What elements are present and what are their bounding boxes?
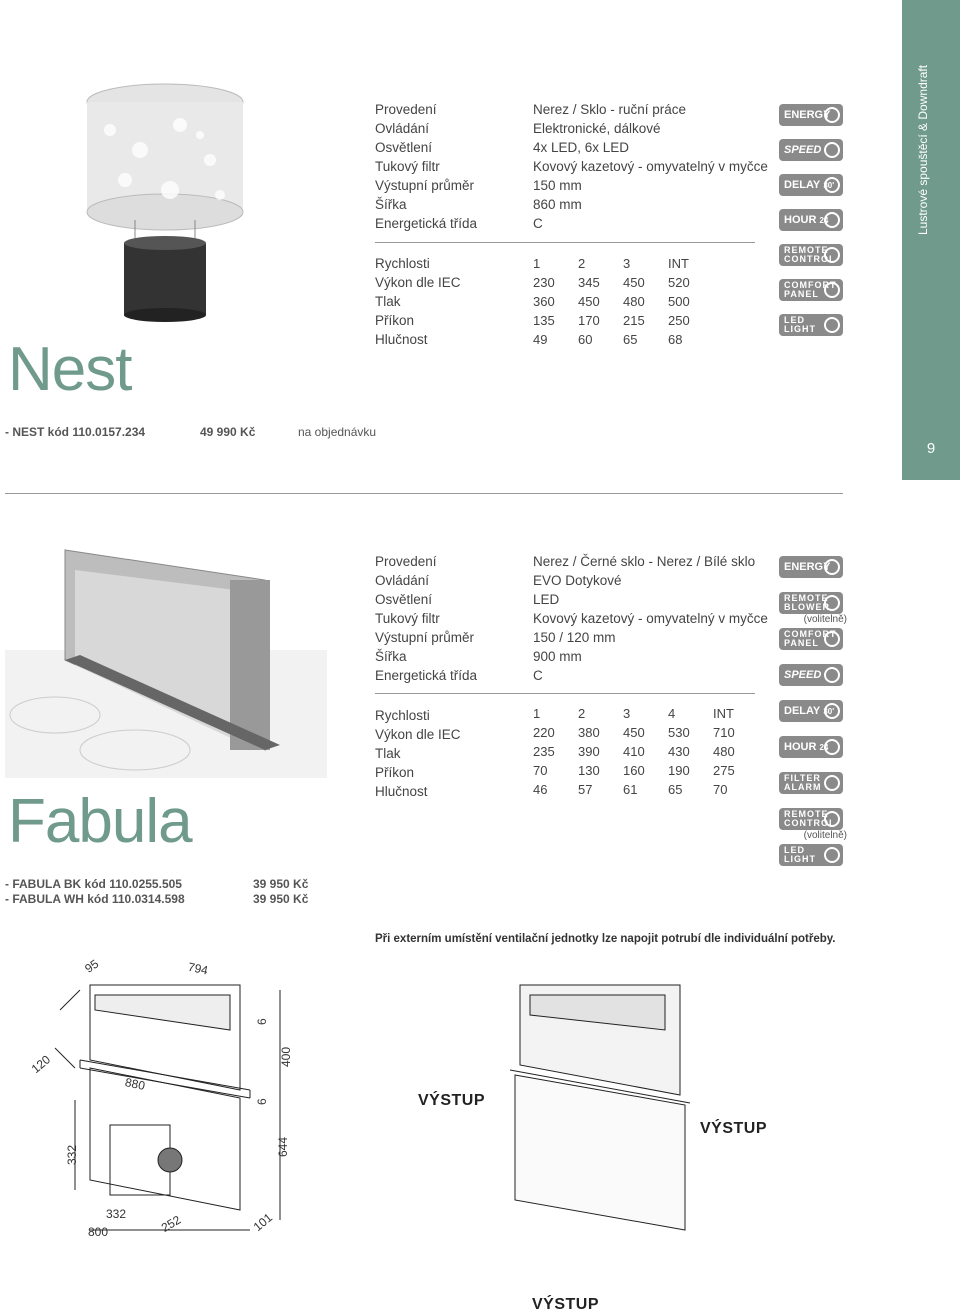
butterfly-icon — [824, 282, 840, 298]
comfort-panel-badge: COMFORT PANEL — [779, 279, 843, 301]
fabula-divider — [375, 693, 755, 694]
nest-perf-table — [533, 254, 713, 349]
alert-icon — [824, 775, 840, 791]
spec-label: Provedení — [375, 102, 437, 117]
spec-value: 150 / 120 mm — [533, 630, 616, 645]
delay-badge: DELAY 30' — [779, 700, 843, 722]
leaf-icon — [824, 107, 840, 123]
remote-control-badge: REMOTE CONTROL — [779, 244, 843, 266]
clock-icon — [824, 739, 840, 755]
outlet-label-left: VÝSTUP — [418, 1092, 486, 1109]
dim-332-side: 332 — [65, 1144, 79, 1165]
table-row: 135 170 215 250 — [533, 313, 690, 328]
spec-value: Kovový kazetový - omyvatelný v myčce — [533, 611, 768, 626]
outlet-label-bottom: VÝSTUP — [532, 1296, 600, 1313]
perf-label: Výkon dle IEC — [375, 727, 461, 742]
table-row: 360 450 480 500 — [533, 294, 690, 309]
nest-availability: na objednávku — [298, 425, 377, 439]
fabula-spec-labels — [375, 552, 477, 685]
fabula-product-image — [5, 540, 327, 778]
speed-badge: SPEED — [779, 664, 843, 686]
table-row: 49 60 65 68 — [533, 332, 683, 347]
spec-label: Ovládání — [375, 121, 430, 136]
info-icon — [824, 142, 840, 158]
fabula-title: Fabula — [8, 787, 192, 856]
nest-spec-values — [533, 100, 768, 233]
nest-price: 49 990 Kč — [200, 425, 256, 439]
spec-value: 860 mm — [533, 197, 582, 212]
hour-badge: HOUR 24 — [779, 736, 843, 758]
spec-value: C — [533, 216, 543, 231]
power-icon — [824, 177, 840, 193]
side-tab-label: Lustrové spouštěcí & Downdraft — [916, 64, 930, 235]
perf-label: Příkon — [375, 765, 415, 780]
fabula-perf-labels — [375, 706, 461, 801]
dim-6-bottom: 6 — [255, 1098, 269, 1105]
perf-label: Příkon — [375, 313, 415, 328]
nest-product-image — [80, 80, 250, 325]
page-number: 9 — [926, 440, 936, 457]
fabula-spec-values — [533, 552, 768, 685]
energy-badge: ENERGY — [779, 556, 843, 578]
spec-value: EVO Dotykové — [533, 573, 622, 588]
perf-label: Tlak — [375, 746, 401, 761]
table-row: 1 2 3 INT — [533, 256, 689, 271]
spec-value: 150 mm — [533, 178, 582, 193]
dim-120: 120 — [28, 1052, 54, 1077]
spec-label: Šířka — [375, 197, 407, 212]
table-row: 230 345 450 520 — [533, 275, 690, 290]
outlet-label-right: VÝSTUP — [700, 1120, 768, 1137]
fabula-price-wh: 39 950 Kč — [253, 892, 309, 906]
dim-252: 252 — [158, 1212, 184, 1235]
comfort-panel-badge: COMFORT PANEL — [779, 628, 843, 650]
fabula-perf-table — [533, 704, 758, 799]
spec-label: Výstupní průměr — [375, 178, 475, 193]
nest-perf-labels — [375, 254, 461, 349]
delay-badge: DELAY 30' — [779, 174, 843, 196]
perf-label: Výkon dle IEC — [375, 275, 461, 290]
table-row: 70 130 160 190 275 — [533, 763, 735, 778]
remote-control-badge: REMOTE CONTROL — [779, 808, 843, 830]
filter-alarm-badge: FILTER ALARM — [779, 772, 843, 794]
leaf-icon — [824, 559, 840, 575]
fabula-code-bk: - FABULA BK kód 110.0255.505 — [5, 877, 182, 891]
spec-label: Osvětlení — [375, 140, 433, 155]
dim-332-bottom: 332 — [106, 1207, 127, 1221]
dim-6-top: 6 — [255, 1018, 269, 1025]
spec-value: C — [533, 668, 543, 683]
section-divider — [5, 493, 843, 494]
spec-label: Šířka — [375, 649, 407, 664]
butterfly-icon — [824, 631, 840, 647]
perf-label: Hlučnost — [375, 332, 428, 347]
dimension-drawing — [20, 950, 340, 1250]
perf-label: Rychlosti — [375, 708, 430, 723]
blower-icon — [824, 595, 840, 611]
speed-badge: SPEED — [779, 139, 843, 161]
installation-note: Při externím umístění ventilační jednotky lze napojit potrubí dle individuální potřeby. — [375, 933, 836, 945]
spec-value: Elektronické, dálkové — [533, 121, 661, 136]
spec-label: Výstupní průměr — [375, 630, 475, 645]
dim-794: 794 — [186, 959, 210, 978]
perf-label: Tlak — [375, 294, 401, 309]
spec-label: Provedení — [375, 554, 437, 569]
power-icon — [824, 703, 840, 719]
table-row: 1 2 3 4 INT — [533, 706, 734, 721]
spec-label: Energetická třída — [375, 216, 478, 231]
spec-label: Tukový filtr — [375, 611, 440, 626]
spec-value: Kovový kazetový - omyvatelný v myčce — [533, 159, 768, 174]
dim-880: 880 — [123, 1075, 147, 1093]
spec-label: Energetická třída — [375, 668, 478, 683]
dim-400: 400 — [279, 1046, 293, 1067]
dim-800: 800 — [88, 1225, 109, 1239]
spec-value: LED — [533, 592, 560, 607]
spec-label: Osvětlení — [375, 592, 433, 607]
table-row: 235 390 410 430 480 — [533, 744, 735, 759]
fabula-feature-badges — [779, 556, 845, 866]
led-light-badge: LED LIGHT — [779, 314, 843, 336]
led-light-badge: LED LIGHT — [779, 844, 843, 866]
dim-95: 95 — [82, 956, 102, 976]
spec-value: 4x LED, 6x LED — [533, 140, 630, 155]
clock-icon — [824, 212, 840, 228]
info-icon — [824, 667, 840, 683]
nest-feature-badges — [779, 104, 845, 336]
optional-note: (volitelně) — [803, 830, 847, 841]
spec-label: Tukový filtr — [375, 159, 440, 174]
dim-644: 644 — [276, 1136, 290, 1157]
bulb-icon — [824, 317, 840, 333]
fabula-price-bk: 39 950 Kč — [253, 877, 309, 891]
nest-code: - NEST kód 110.0157.234 — [5, 425, 146, 439]
hour-badge: HOUR 24 — [779, 209, 843, 231]
remote-blower-badge: REMOTE BLOWER — [779, 592, 843, 614]
table-row: 220 380 450 530 710 — [533, 725, 735, 740]
outlet-drawing — [500, 975, 700, 1235]
nest-title: Nest — [8, 335, 132, 404]
table-row: 46 57 61 65 70 — [533, 782, 728, 797]
dim-101: 101 — [250, 1210, 276, 1235]
remote-icon — [824, 247, 840, 263]
side-tab — [902, 0, 960, 480]
remote-icon — [824, 811, 840, 827]
optional-note: (volitelně) — [803, 614, 847, 625]
nest-divider — [375, 242, 755, 243]
spec-value: Nerez / Sklo - ruční práce — [533, 102, 687, 117]
nest-spec-labels — [375, 100, 477, 233]
spec-label: Ovládání — [375, 573, 430, 588]
fabula-code-wh: - FABULA WH kód 110.0314.598 — [5, 892, 185, 906]
spec-value: 900 mm — [533, 649, 582, 664]
perf-label: Hlučnost — [375, 784, 428, 799]
energy-badge: ENERGY — [779, 104, 843, 126]
bulb-icon — [824, 847, 840, 863]
spec-value: Nerez / Černé sklo - Nerez / Bílé sklo — [533, 554, 756, 569]
perf-label: Rychlosti — [375, 256, 430, 271]
